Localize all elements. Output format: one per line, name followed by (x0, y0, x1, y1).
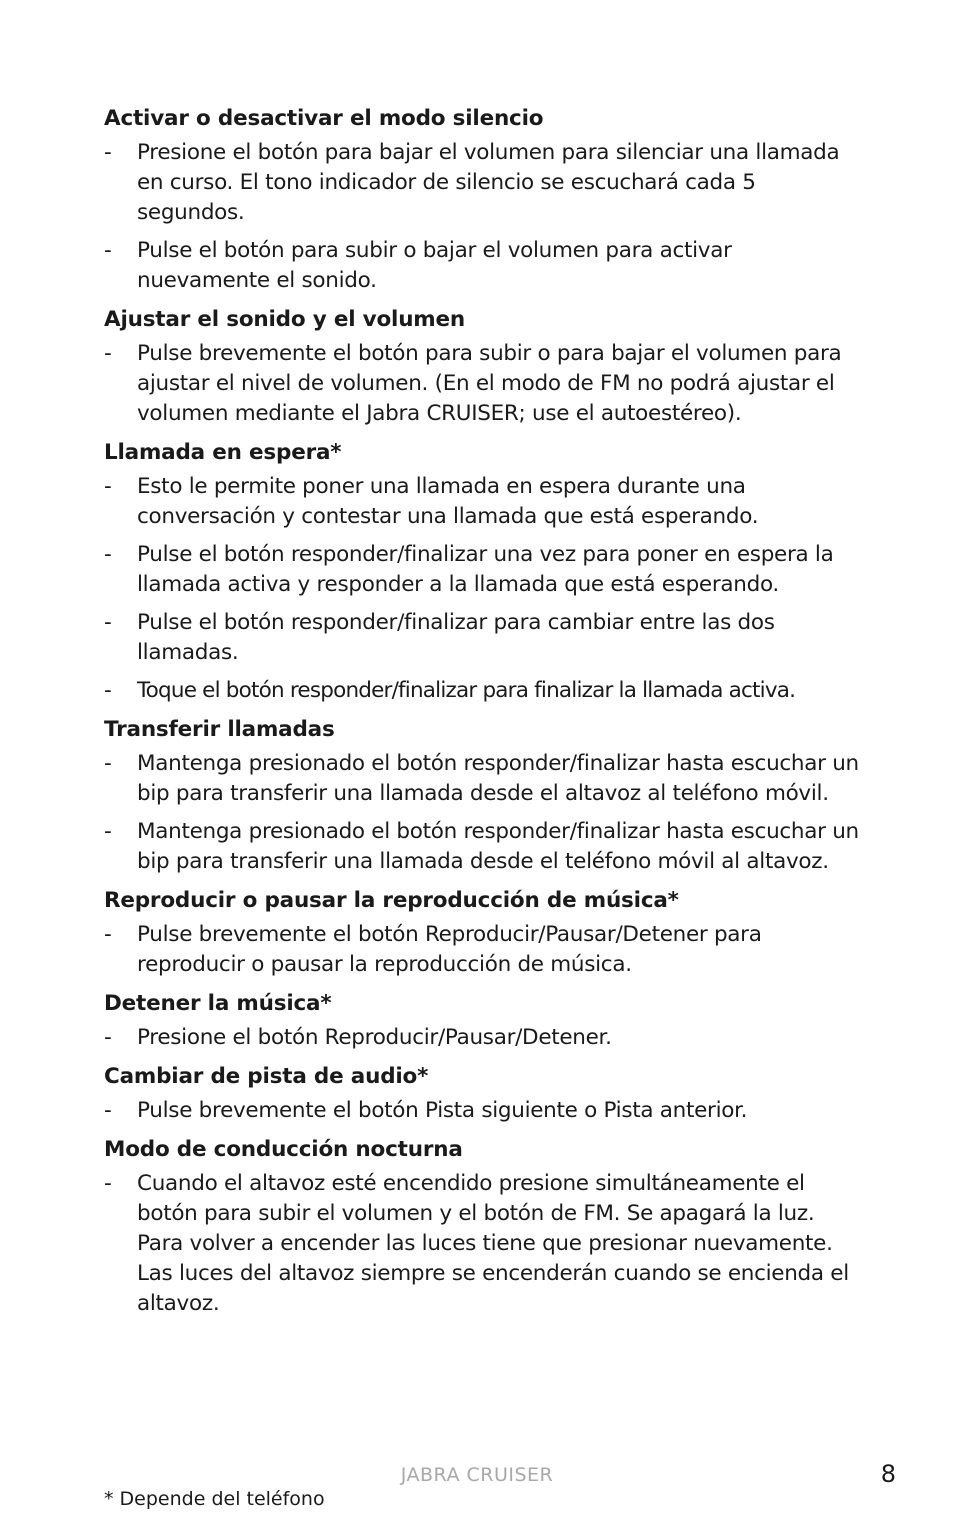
list-item (104, 1169, 864, 1319)
section-heading: Transferir llamadas (104, 717, 335, 742)
list-item (104, 339, 864, 429)
list-item (104, 817, 864, 877)
bullet-list (104, 1023, 864, 1053)
bullet-list (104, 1169, 864, 1319)
bullet-dash: - (104, 1171, 112, 1196)
section-change-track (104, 1062, 864, 1126)
list-item-text: Mantenga presionado el botón responder/finalizar hasta escuchar un bip para transferir una llamada desde el altavoz al teléfono móvil. (137, 751, 859, 806)
bullet-list (104, 1096, 864, 1126)
list-item (104, 1096, 864, 1126)
bullet-dash: - (104, 238, 112, 263)
section-stop-music (104, 989, 864, 1053)
section-transfer-calls (104, 715, 864, 877)
section-night-mode (104, 1135, 864, 1319)
bullet-dash: - (104, 1025, 112, 1050)
list-item (104, 236, 864, 296)
list-item-text: Pulse el botón para subir o bajar el volumen para activar nuevamente el sonido. (137, 238, 732, 293)
bullet-dash: - (104, 474, 112, 499)
bullet-dash: - (104, 678, 112, 703)
bullet-dash: - (104, 1098, 112, 1123)
list-item (104, 676, 864, 706)
list-item-text: Pulse brevemente el botón Reproducir/Pausar/Detener para reproducir o pausar la reproducción de música. (137, 922, 762, 977)
page-number: 8 (880, 1460, 896, 1488)
bullet-dash: - (104, 922, 112, 947)
bullet-dash: - (104, 610, 112, 635)
bullet-dash: - (104, 542, 112, 567)
bullet-list (104, 339, 864, 429)
list-item-text: Toque el botón responder/finalizar para finalizar la llamada activa. (137, 678, 796, 703)
list-item-text: Mantenga presionado el botón responder/finalizar hasta escuchar un bip para transferir una llamada desde el teléfono móvil al altavoz. (137, 819, 859, 874)
list-item-text: Pulse brevemente el botón Pista siguiente o Pista anterior. (137, 1098, 748, 1123)
list-item (104, 749, 864, 809)
list-item (104, 138, 864, 228)
section-heading: Cambiar de pista de audio* (104, 1064, 429, 1089)
bullet-list (104, 749, 864, 877)
list-item (104, 920, 864, 980)
bullet-list (104, 472, 864, 706)
bullet-list (104, 138, 864, 296)
list-item (104, 608, 864, 668)
list-item-text: Presione el botón Reproducir/Pausar/Detener. (137, 1025, 612, 1050)
section-heading: Ajustar el sonido y el volumen (104, 307, 466, 332)
page-content (104, 104, 864, 1328)
section-call-waiting (104, 438, 864, 706)
section-heading: Detener la música* (104, 991, 332, 1016)
list-item-text: Cuando el altavoz esté encendido presione simultáneamente el botón para subir el volumen y el botón de FM. Se apagará la luz. Para volver a encender las luces tiene que presionar nuevamente. Las luces del altavoz siempre se encenderán cuando se encienda el altavoz. (137, 1171, 849, 1316)
bullet-dash: - (104, 751, 112, 776)
list-item (104, 540, 864, 600)
section-play-pause (104, 886, 864, 980)
list-item-text: Pulse el botón responder/finalizar una vez para poner en espera la llamada activa y responder a la llamada que está esperando. (137, 542, 834, 597)
bullet-dash: - (104, 341, 112, 366)
section-volume (104, 305, 864, 429)
section-heading: Llamada en espera* (104, 440, 342, 465)
bullet-dash: - (104, 819, 112, 844)
footnote: * Depende del teléfono (104, 1488, 325, 1510)
list-item-text: Pulse brevemente el botón para subir o para bajar el volumen para ajustar el nivel de volumen. (En el modo de FM no podrá ajustar el volumen mediante el Jabra CRUISER; use el autoestéreo). (137, 341, 842, 426)
list-item-text: Pulse el botón responder/finalizar para cambiar entre las dos llamadas. (137, 610, 775, 665)
bullet-list (104, 920, 864, 980)
section-heading: Reproducir o pausar la reproducción de música* (104, 888, 679, 913)
section-heading: Modo de conducción nocturna (104, 1137, 463, 1162)
section-heading: Activar o desactivar el modo silencio (104, 106, 544, 131)
bullet-dash: - (104, 140, 112, 165)
footer-brand: JABRA CRUISER (400, 1464, 554, 1486)
list-item (104, 1023, 864, 1053)
list-item-text: Esto le permite poner una llamada en espera durante una conversación y contestar una llamada que está esperando. (137, 474, 759, 529)
list-item-text: Presione el botón para bajar el volumen para silenciar una llamada en curso. El tono indicador de silencio se escuchará cada 5 segundos. (137, 140, 840, 225)
section-mute (104, 104, 864, 296)
list-item (104, 472, 864, 532)
